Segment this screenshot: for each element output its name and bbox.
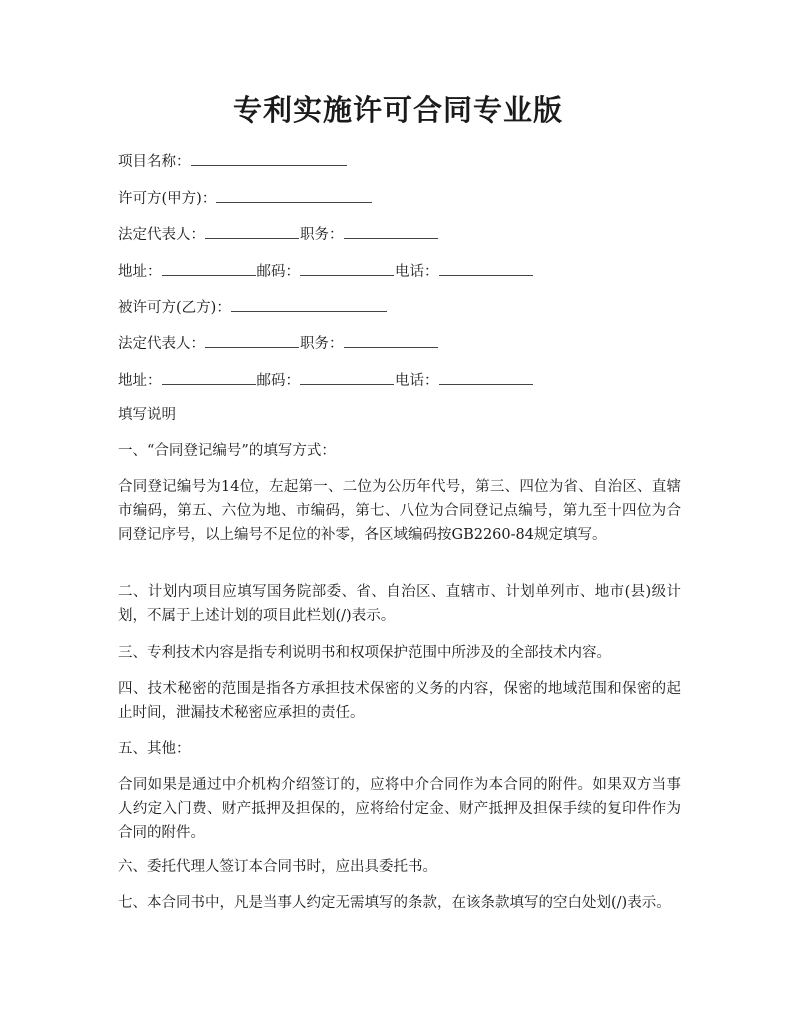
project-name-label: 项目名称： <box>118 154 191 170</box>
licensee-address-blank[interactable] <box>162 367 256 385</box>
licensee-postcode-label: 邮码： <box>256 373 300 389</box>
licensor-address-label: 地址： <box>118 264 162 280</box>
licensor-rep-line <box>118 221 439 247</box>
licensee-rep-blank[interactable] <box>205 330 299 348</box>
licensor-postcode-blank[interactable] <box>300 258 394 276</box>
licensee-phone-blank[interactable] <box>439 367 533 385</box>
licensee-label: 被许可方(乙方)： <box>118 300 231 316</box>
item6-paragraph: 六、委托代理人签订本合同书时，应出具委托书。 <box>118 859 437 875</box>
item5-body: 合同如果是通过中介机构介绍签订的，应将中介合同作为本合同的附件。如果双方当事人约定入门费、财产抵押及担保的，应将给付定金、财产抵押及担保手续的复印件作为合同的附件。 <box>118 777 681 841</box>
item3-paragraph: 三、专利技术内容是指专利说明书和权项保护范围中所涉及的全部技术内容。 <box>118 645 611 661</box>
licensor-phone-blank[interactable] <box>439 258 533 276</box>
licensee-position-blank[interactable] <box>344 330 438 348</box>
item5-heading: 五、其他： <box>118 741 191 757</box>
licensee-line <box>118 294 388 320</box>
licensor-rep-label: 法定代表人： <box>118 227 205 243</box>
licensor-postcode-label: 邮码： <box>256 264 300 280</box>
item1-heading: 一、“合同登记编号”的填写方式： <box>118 443 336 459</box>
item2-paragraph: 二、计划内项目应填写国务院部委、省、自治区、直辖市、计划单列市、地市(县)级计划，不属于上述计划的项目此栏划(/)表示。 <box>118 584 681 624</box>
licensor-phone-label: 电话： <box>395 264 439 280</box>
item7-paragraph: 七、本合同书中，凡是当事人约定无需填写的条款，在该条款填写的空白处划(/)表示。 <box>118 895 671 911</box>
item1-body: 合同登记编号为14位，左起第一、二位为公历年代号，第三、四位为省、自治区、直辖市编码，第五、六位为地、市编码，第七、八位为合同登记点编号，第九至十四位为合同登记序号，以上编号不足位的补零，各区域编码按GB2260-84规定填写。 <box>118 479 681 543</box>
licensee-blank[interactable] <box>231 294 387 312</box>
licensee-postcode-blank[interactable] <box>300 367 394 385</box>
item4-paragraph: 四、技术秘密的范围是指各方承担技术保密的义务的内容，保密的地域范围和保密的起止时间，泄漏技术秘密应承担的责任。 <box>118 681 681 721</box>
document-title: 专利实施许可合同专业版 <box>232 93 563 127</box>
licensee-address-label: 地址： <box>118 373 162 389</box>
licensee-phone-label: 电话： <box>395 373 439 389</box>
instructions-heading: 填写说明 <box>118 407 176 423</box>
licensor-label: 许可方(甲方)： <box>118 191 217 207</box>
project-name-line <box>118 148 348 174</box>
licensor-contact-line <box>118 258 534 284</box>
licensee-rep-label: 法定代表人： <box>118 336 205 352</box>
licensee-position-label: 职务： <box>300 336 344 352</box>
licensor-rep-blank[interactable] <box>205 221 299 239</box>
licensee-rep-line <box>118 330 439 356</box>
project-name-blank[interactable] <box>191 148 347 166</box>
licensor-line <box>118 185 373 211</box>
licensor-position-blank[interactable] <box>344 221 438 239</box>
licensee-contact-line <box>118 367 534 393</box>
licensor-position-label: 职务： <box>300 227 344 243</box>
licensor-blank[interactable] <box>216 185 372 203</box>
licensor-address-blank[interactable] <box>162 258 256 276</box>
